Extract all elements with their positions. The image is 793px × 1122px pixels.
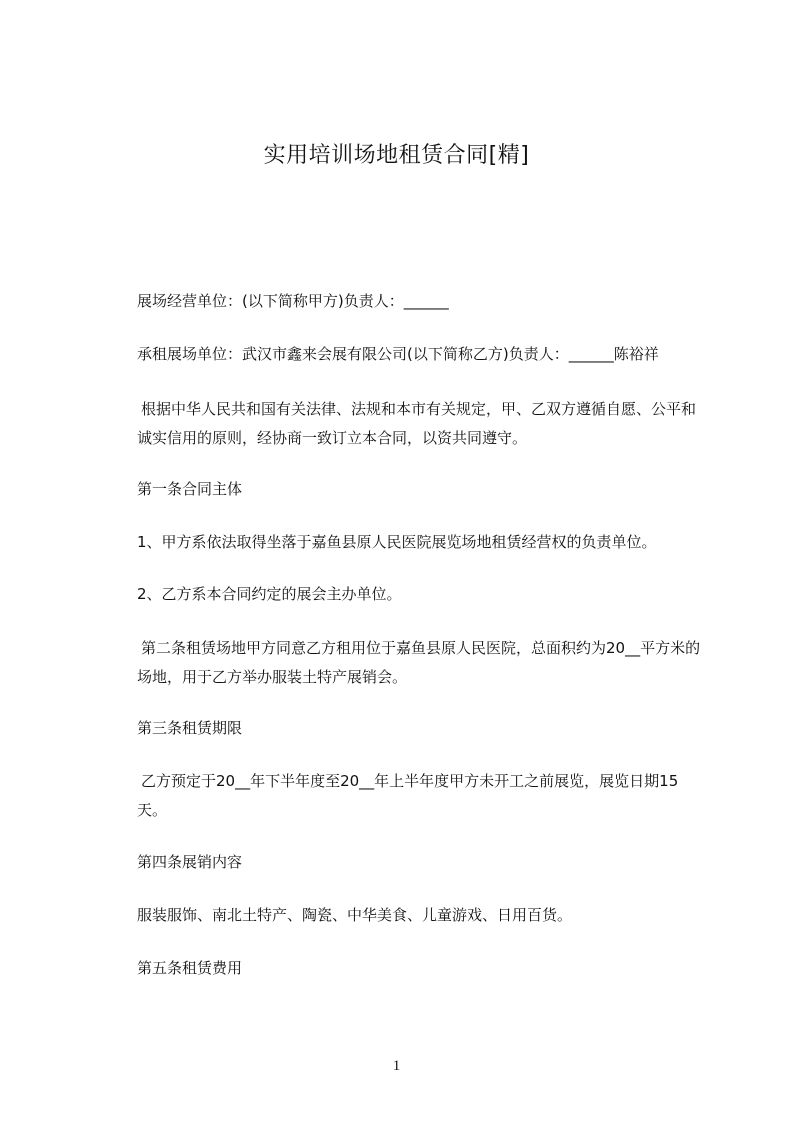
paragraph-article-3-heading: 第三条租赁期限: [137, 719, 243, 737]
paragraph-preamble: 根据中华人民共和国有关法律、法规和本市有关规定，甲、乙双方遵循自愿、公平和诚实信用的原则，经协商一致订立本合同，以资共同遵守。: [137, 400, 697, 447]
paragraph-article-1-item-2: 2、乙方系本合同约定的展会主办单位。: [137, 585, 402, 603]
paragraph-article-5-heading: 第五条租赁费用: [137, 959, 243, 977]
paragraph-article-2: 第二条租赁场地甲方同意乙方租用位于嘉鱼县原人民医院，总面积约为20__平方米的场地，用于乙方举办服装土特产展销会。: [137, 639, 701, 686]
page-number: 1: [392, 1058, 401, 1074]
paragraph-lessor: 展场经营单位：(以下简称甲方)负责人：______: [137, 292, 449, 310]
paragraph-lessee: 承租展场单位：武汉市鑫来会展有限公司(以下简称乙方)负责人：______陈裕祥: [137, 345, 659, 363]
paragraph-article-4-body: 服装服饰、南北土特产、陶瓷、中华美食、儿童游戏、日用百货。: [137, 906, 573, 924]
paragraph-article-1-heading: 第一条合同主体: [137, 480, 243, 498]
document-title: 实用培训场地租赁合同[精]: [263, 143, 530, 168]
paragraph-article-4-heading: 第四条展销内容: [137, 853, 243, 871]
paragraph-article-1-item-1: 1、甲方系依法取得坐落于嘉鱼县原人民医院展览场地租赁经营权的负责单位。: [137, 533, 657, 551]
paragraph-article-3-body: 乙方预定于20__年下半年度至20__年上半年度甲方未开工之前展览，展览日期15天。: [137, 772, 679, 819]
